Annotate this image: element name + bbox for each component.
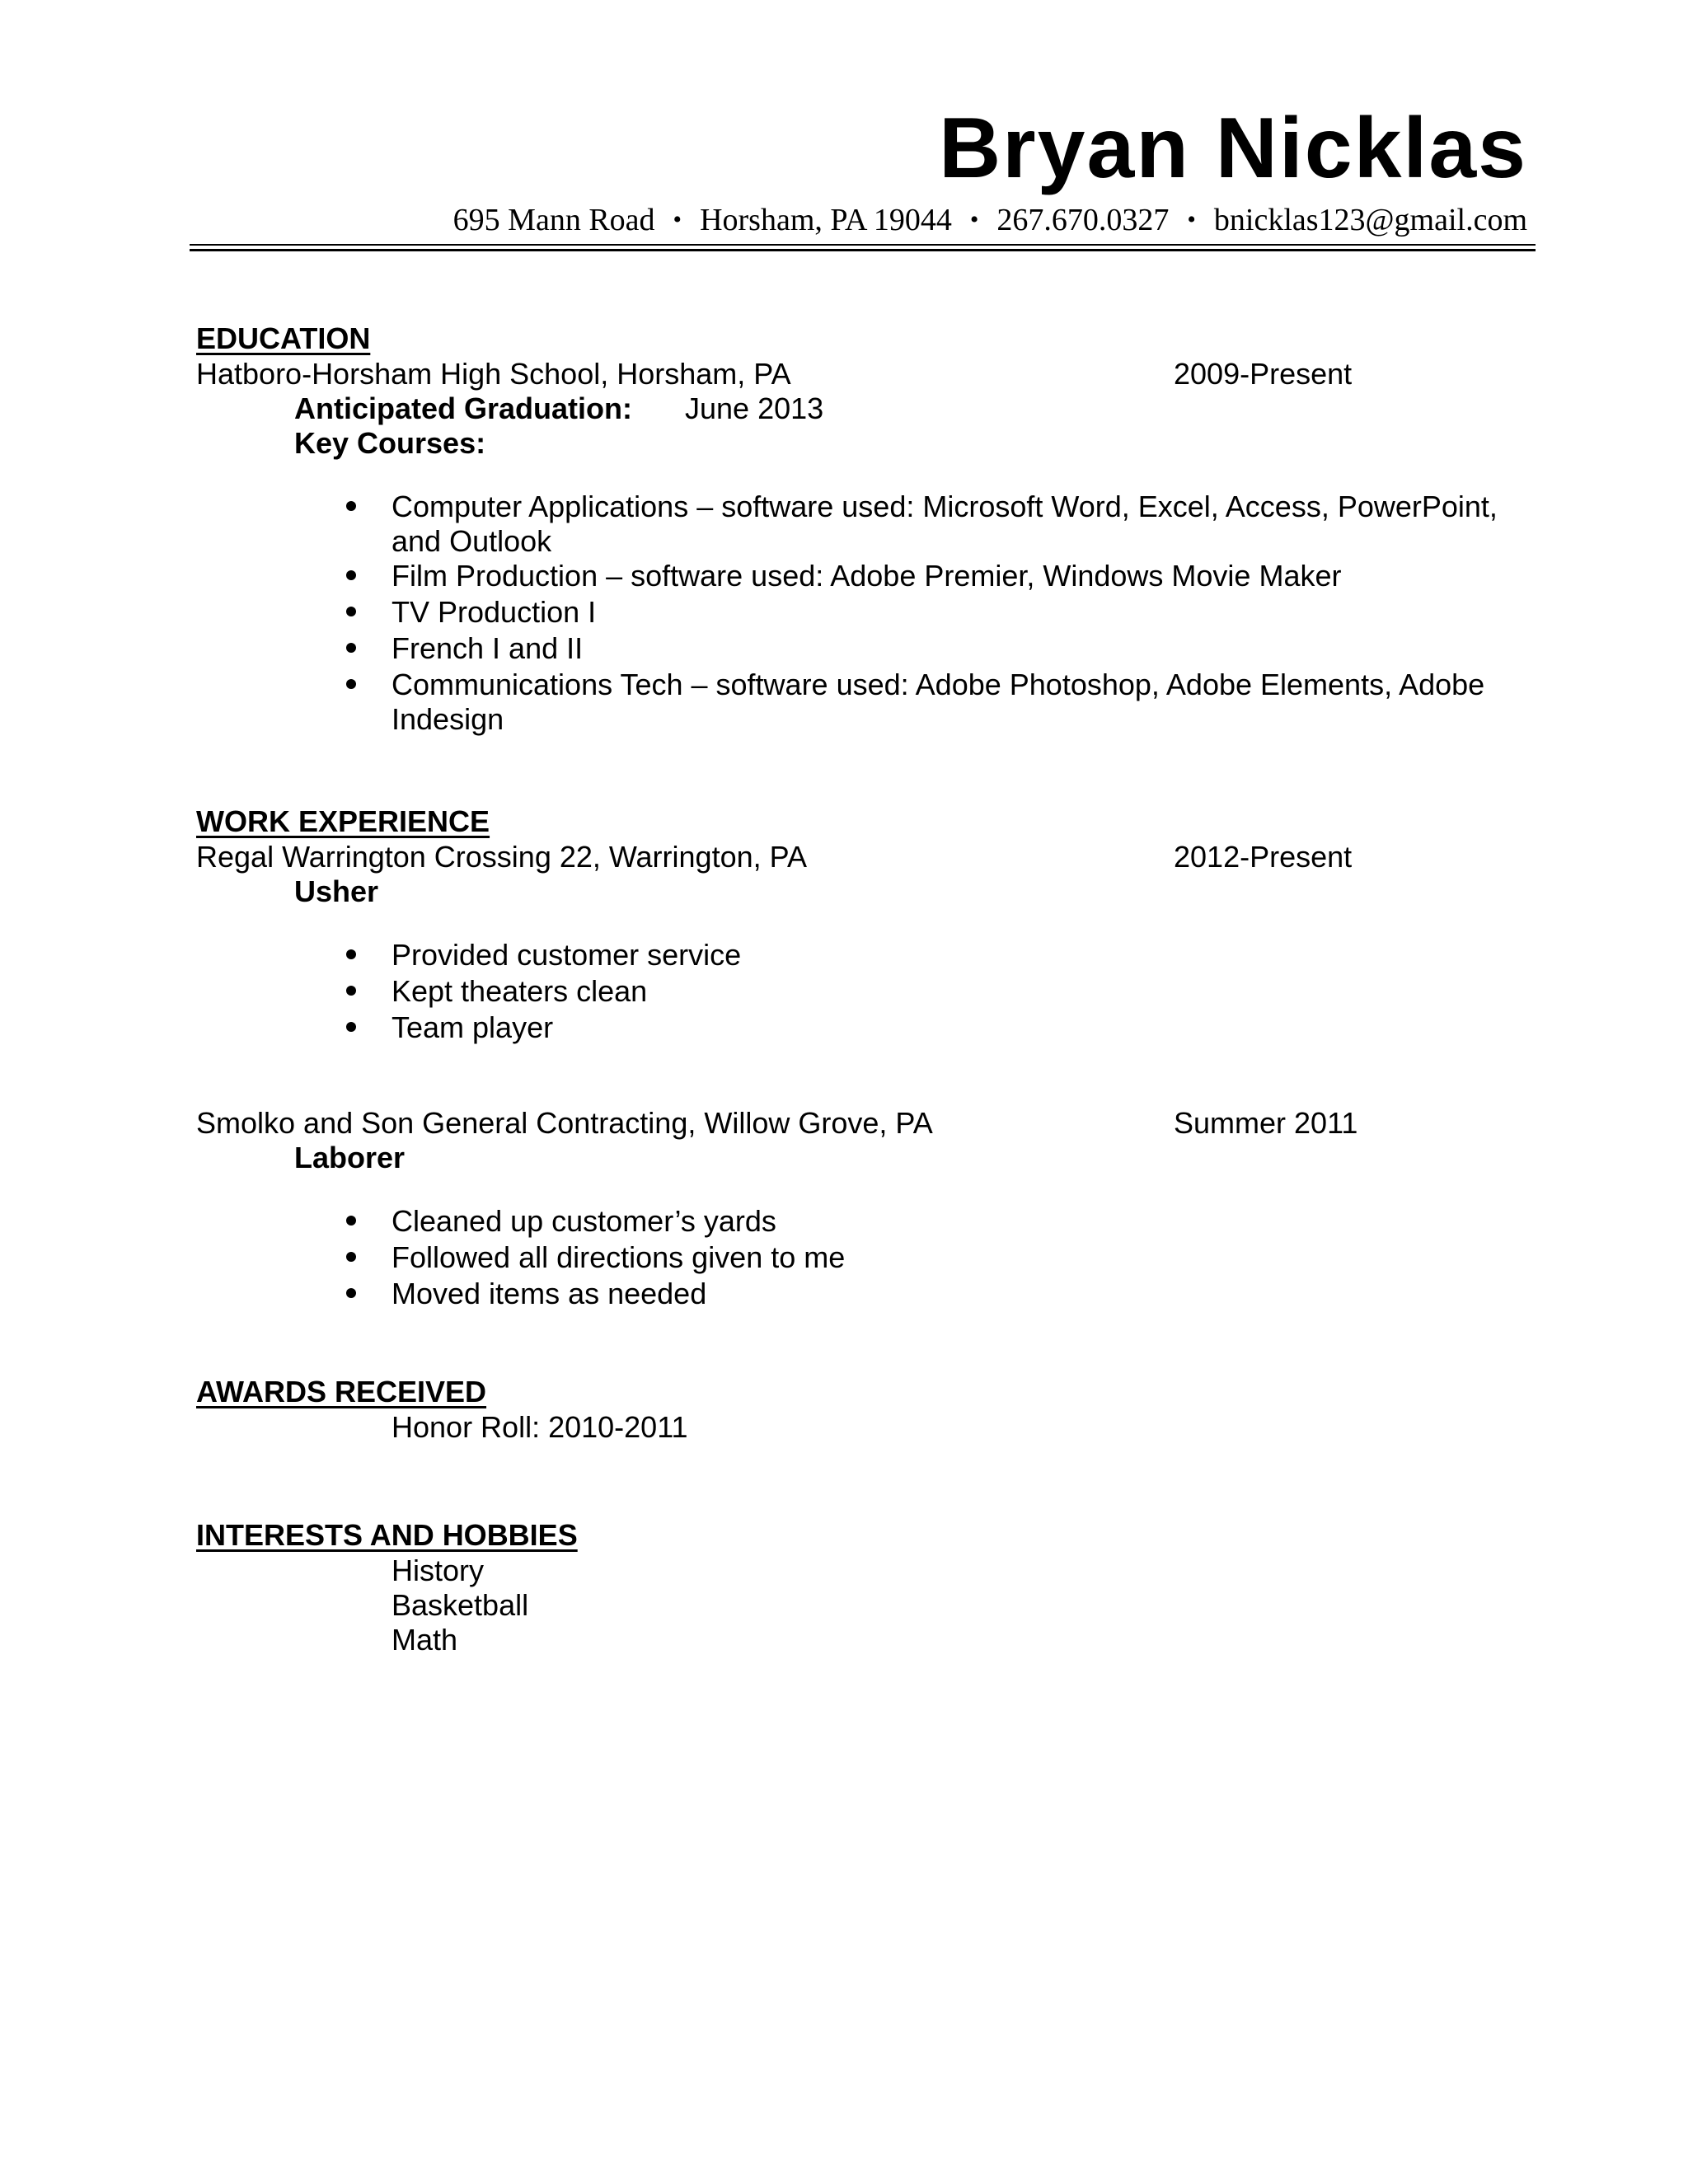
bullet-icon [346,1216,356,1226]
bullet-icon [346,1022,356,1032]
job-employer: Regal Warrington Crossing 22, Warrington, PA [196,840,807,874]
course-item-continued: Indesign [392,702,504,736]
work-heading: WORK EXPERIENCE [196,804,490,838]
course-item-continued: and Outlook [392,524,552,558]
bullet-icon [346,501,356,511]
job-employer: Smolko and Son General Contracting, Willow Grove, PA [196,1106,933,1140]
bullet-icon [346,986,356,996]
candidate-name: Bryan Nicklas [939,101,1527,196]
job-duty: Kept theaters clean [392,974,648,1008]
contact-line [453,204,1527,236]
separator-dot: • [969,206,979,233]
phone: 267.670.0327 [996,203,1170,237]
job-dates: Summer 2011 [1174,1106,1358,1140]
key-courses-label: Key Courses: [294,426,486,460]
bullet-icon [346,949,356,959]
interest-item: History [392,1554,485,1587]
job-duty: Team player [392,1010,554,1044]
header-rule-top [190,244,1536,246]
bullet-icon [346,643,356,653]
course-item: Film Production – software used: Adobe Premier, Windows Movie Maker [392,559,1342,593]
interest-item: Basketball [392,1588,529,1622]
course-item: TV Production I [392,595,597,629]
education-heading: EDUCATION [196,321,371,355]
job-dates: 2012-Present [1174,840,1353,874]
address: 695 Mann Road [452,203,655,237]
award-item: Honor Roll: 2010-2011 [392,1410,688,1444]
job-duty: Moved items as needed [392,1277,707,1310]
city-state-zip: Horsham, PA 19044 [700,203,952,237]
bullet-icon [346,679,356,689]
interests-heading: INTERESTS AND HOBBIES [196,1518,578,1552]
separator-dot: • [1187,206,1196,233]
job-title: Laborer [294,1141,406,1174]
separator-dot: • [673,206,682,233]
header-rule-bottom [190,249,1536,251]
job-title: Usher [294,874,379,908]
email: bnicklas123@gmail.com [1213,203,1527,237]
course-item: Computer Applications – software used: Microsoft Word, Excel, Access, PowerPoint, [392,490,1498,523]
bullet-icon [346,607,356,616]
job-duty: Provided customer service [392,938,742,972]
bullet-icon [346,570,356,580]
bullet-icon [346,1252,356,1262]
course-item: French I and II [392,631,584,665]
awards-heading: AWARDS RECEIVED [196,1375,487,1408]
interest-item: Math [392,1623,458,1657]
bullet-icon [346,1288,356,1298]
education-school: Hatboro-Horsham High School, Horsham, PA [196,357,791,391]
job-duty: Cleaned up customer’s yards [392,1204,776,1238]
graduation-label: Anticipated Graduation: [294,391,633,425]
job-duty: Followed all directions given to me [392,1240,846,1274]
education-dates: 2009-Present [1174,357,1353,391]
graduation-date: June 2013 [685,391,824,425]
course-item: Communications Tech – software used: Adobe Photoshop, Adobe Elements, Adobe [392,668,1485,701]
